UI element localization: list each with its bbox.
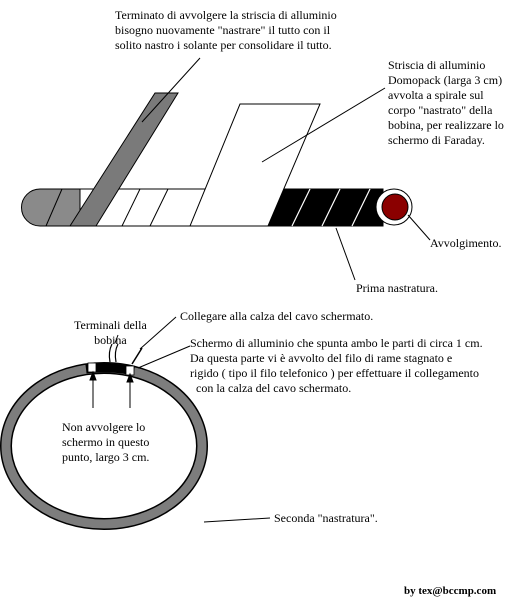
winding-label: Avvolgimento. bbox=[430, 236, 502, 250]
credit-label: by tex@bccmp.com bbox=[404, 585, 497, 597]
second-taping-label: Seconda "nastratura". bbox=[274, 511, 378, 525]
gap-arrows bbox=[90, 372, 133, 408]
terminals-label: Terminali della bobina bbox=[74, 318, 147, 347]
no-wrap-label: Non avvolgere lo schermo in questo punto, largo 3 cm. bbox=[62, 420, 150, 464]
coil-left-end bbox=[22, 189, 81, 226]
first-taping-label: Prima nastratura. bbox=[356, 281, 438, 295]
connect-shield-label: Collegare alla calza del cavo schermato. bbox=[180, 309, 374, 323]
shield-wire bbox=[132, 348, 142, 364]
winding-end bbox=[382, 194, 408, 220]
shield-protrude-label: Schermo di alluminio che spunta ambo le parti di circa 1 cm. Da questa parte vi è avvolto del filo di rame stagnato e rigido ( tipo il filo telefonico ) per effettuare il collegamento con la calza del cavo schermato. bbox=[190, 336, 483, 395]
gap-left bbox=[88, 363, 96, 372]
top-note: Terminato di avvolgere la striscia di alluminio bisogno nuovamente "nastrare" il tutto con il solito nastro i solante per consolidare il tutto. bbox=[115, 8, 337, 52]
strip-note: Striscia di alluminio Domopack (larga 3 cm) avvolta a spirale sul corpo "nastrato" della bobina, per realizzare lo schermo di Faraday. bbox=[388, 58, 504, 147]
